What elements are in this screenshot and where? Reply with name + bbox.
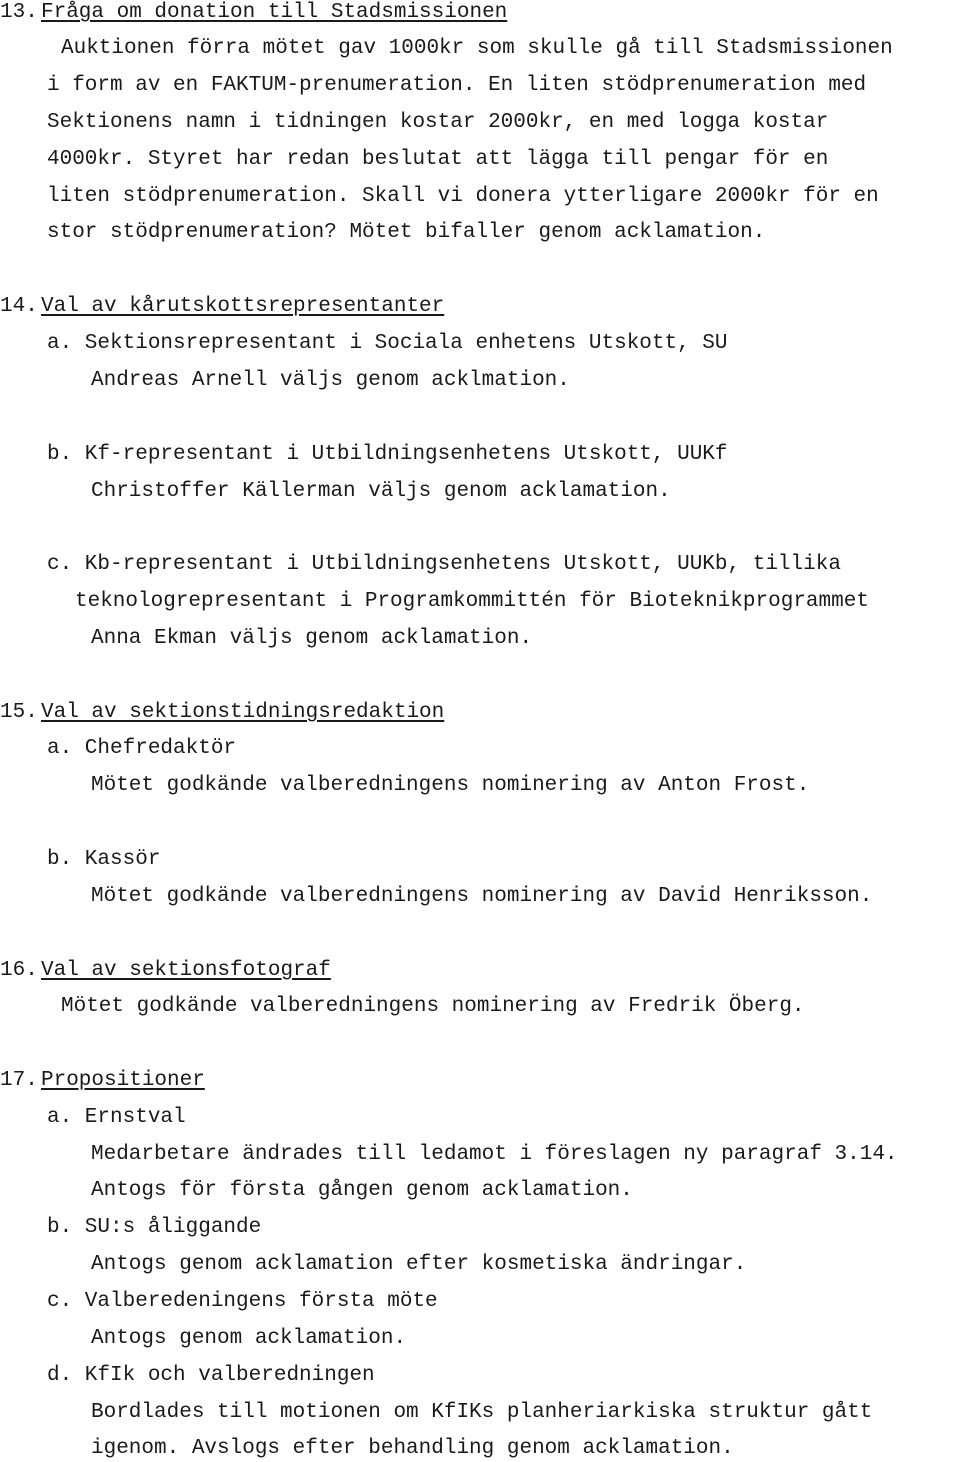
item-heading: b. Kassör [47, 848, 161, 871]
item-text: Antogs genom acklamation. [91, 1327, 407, 1350]
section-number: 16. [0, 959, 38, 982]
item-text: igenom. Avslogs efter behandling genom acklamation. [91, 1437, 734, 1460]
section-heading: Propositioner [41, 1069, 205, 1092]
item-heading: b. SU:s åliggande [47, 1216, 262, 1239]
paragraph-line: Mötet godkände valberedningens nominering av Fredrik Öberg. [61, 995, 805, 1018]
item-text: Christoffer Källerman väljs genom acklamation. [91, 480, 671, 503]
paragraph-line: 4000kr. Styret har redan beslutat att lägga till pengar för en [47, 148, 829, 171]
section-heading: Val av sektionstidningsredaktion [41, 701, 445, 724]
item-heading: c. Kb-representant i Utbildningsenhetens Utskott, UUKb, tillika [47, 553, 841, 576]
paragraph-line: Sektionens namn i tidningen kostar 2000kr, en med logga kostar [47, 111, 829, 134]
item-text: Anna Ekman väljs genom acklamation. [91, 627, 533, 650]
section-heading: Val av kårutskottsrepresentanter [41, 295, 445, 318]
item-text: Bordlades till motionen om KfIKs planheriarkiska struktur gått [91, 1401, 873, 1424]
paragraph-line: stor stödprenumeration? Mötet bifaller genom acklamation. [47, 221, 766, 244]
section-number: 14. [0, 295, 38, 318]
item-text: Antogs för första gången genom acklamation. [91, 1179, 633, 1202]
item-heading: c. Valberedeningens första möte [47, 1290, 438, 1313]
section-heading: Val av sektionsfotograf [41, 959, 331, 982]
paragraph-line: i form av en FAKTUM-prenumeration. En liten stödprenumeration med [47, 74, 867, 97]
item-text: Mötet godkände valberedningens nominering av Anton Frost. [91, 774, 810, 797]
item-heading: d. KfIk och valberedningen [47, 1364, 375, 1387]
item-heading: a. Sektionsrepresentant i Sociala enhetens Utskott, SU [47, 332, 728, 355]
item-text: Antogs genom acklamation efter kosmetiska ändringar. [91, 1253, 747, 1276]
item-heading: b. Kf-representant i Utbildningsenhetens Utskott, UUKf [47, 443, 728, 466]
item-text: Andreas Arnell väljs genom acklmation. [91, 369, 570, 392]
paragraph-line: liten stödprenumeration. Skall vi donera ytterligare 2000kr för en [47, 185, 879, 208]
section-number: 13. [0, 1, 38, 24]
item-heading: a. Ernstval [47, 1106, 186, 1129]
section-number: 15. [0, 701, 38, 724]
item-text: Mötet godkände valberedningens nominering av David Henriksson. [91, 885, 873, 908]
item-heading: a. Chefredaktör [47, 737, 237, 760]
paragraph-line: Auktionen förra mötet gav 1000kr som skulle gå till Stadsmissionen [61, 37, 893, 60]
item-text: Medarbetare ändrades till ledamot i föreslagen ny paragraf 3.14. [91, 1143, 898, 1166]
item-text: teknologrepresentant i Programkommittén för Bioteknikprogrammet [75, 590, 869, 613]
section-heading: Fråga om donation till Stadsmissionen [41, 1, 508, 24]
section-number: 17. [0, 1069, 38, 1092]
